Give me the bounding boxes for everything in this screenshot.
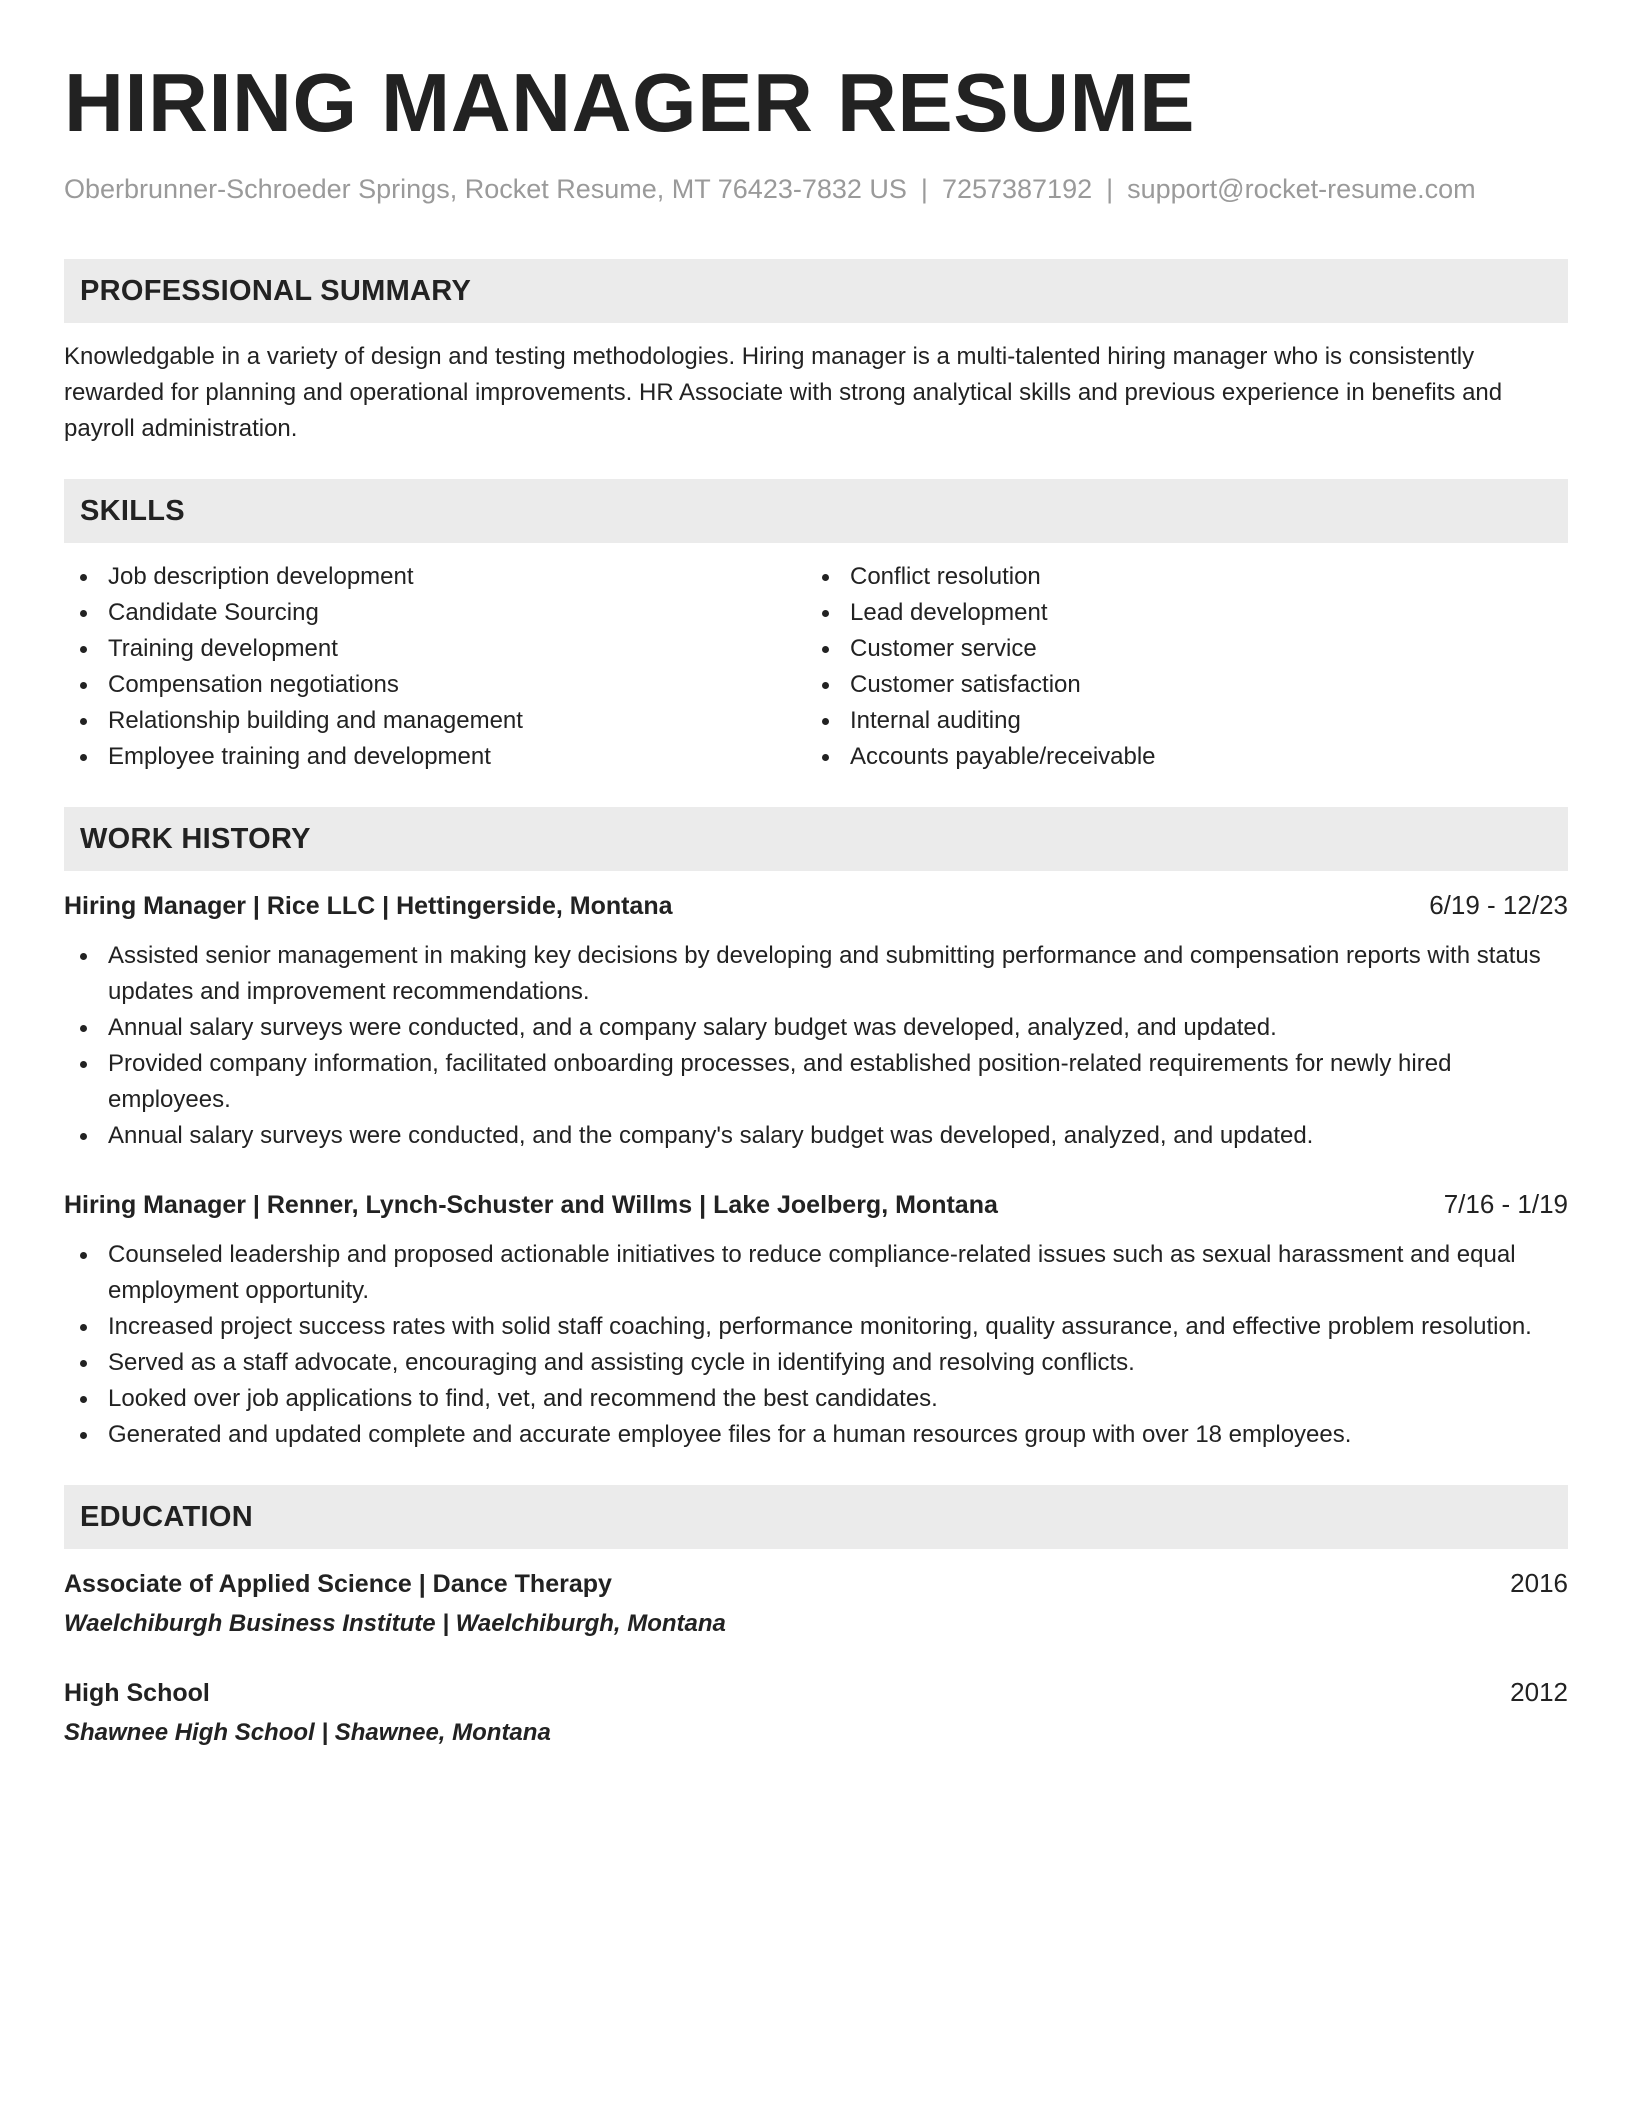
- job-title-row: [64, 1186, 1568, 1223]
- summary-text: Knowledgable in a variety of design and testing methodologies. Hiring manager is a multi-talented hiring manager who is consistently rewarded for planning and operational improvements. HR Associate with strong analytical skills and previous experience in benefits and payroll administration.: [64, 343, 1503, 442]
- skill-item: Customer satisfaction: [806, 667, 1566, 703]
- skill-item: Candidate Sourcing: [64, 595, 806, 631]
- skill-item: Compensation negotiations: [64, 667, 806, 703]
- graduation-year: 2012: [1510, 1677, 1568, 1707]
- section-header-summary: [64, 259, 1568, 323]
- job-bullet: Assisted senior management in making key decisions by developing and submitting performance and compensation reports with status updates and improvement recommendations.: [64, 938, 1568, 1010]
- job-dates: 6/19 - 12/23: [1429, 890, 1568, 920]
- education-entry: [64, 1565, 1568, 1642]
- school: Shawnee High School | Shawnee, Montana: [64, 1719, 551, 1746]
- separator: |: [1106, 174, 1114, 204]
- job-bullet: Provided company information, facilitated onboarding processes, and established position-related requirements for newly hired employees.: [64, 1046, 1568, 1118]
- job-dates: 7/16 - 1/19: [1443, 1189, 1568, 1219]
- job-bullet: Generated and updated complete and accurate employee files for a human resources group with over 18 employees.: [64, 1417, 1568, 1453]
- skill-item: Relationship building and management: [64, 703, 806, 739]
- job-entry: [64, 1186, 1568, 1453]
- contact-line: [64, 171, 1568, 207]
- skill-item: Lead development: [806, 595, 1566, 631]
- section-title: WORK HISTORY: [80, 822, 311, 855]
- section-header-education: [64, 1485, 1568, 1549]
- skills-column-left: [64, 559, 806, 775]
- job-title-row: [64, 887, 1568, 924]
- graduation-year: 2016: [1510, 1568, 1568, 1598]
- job-title: Hiring Manager | Rice LLC | Hettingerside, Montana: [64, 892, 673, 920]
- separator: |: [920, 174, 928, 204]
- section-title: EDUCATION: [80, 1500, 253, 1533]
- section-header-work-history: [64, 807, 1568, 871]
- degree-row: [64, 1565, 1568, 1602]
- skills-list: [64, 559, 1568, 775]
- job-bullet: Served as a staff advocate, encouraging and assisting cycle in identifying and resolving conflicts.: [64, 1345, 1568, 1381]
- job-bullets: [64, 938, 1568, 1154]
- email: support@rocket-resume.com: [1127, 174, 1476, 204]
- school: Waelchiburgh Business Institute | Waelchiburgh, Montana: [64, 1610, 726, 1637]
- job-bullet: Looked over job applications to find, vet, and recommend the best candidates.: [64, 1381, 1568, 1417]
- job-entry: [64, 887, 1568, 1154]
- section-header-skills: [64, 479, 1568, 543]
- section-title: PROFESSIONAL SUMMARY: [80, 274, 472, 307]
- skills-column-right: [806, 559, 1566, 775]
- phone: 7257387192: [941, 174, 1093, 204]
- section-title: SKILLS: [80, 494, 185, 527]
- job-bullet: Counseled leadership and proposed actionable initiatives to reduce compliance-related issues such as sexual harassment and equal employment opportunity.: [64, 1237, 1568, 1309]
- skill-item: Internal auditing: [806, 703, 1566, 739]
- degree: High School: [64, 1679, 210, 1707]
- degree-row: [64, 1674, 1568, 1711]
- job-bullets: [64, 1237, 1568, 1453]
- job-bullet: Increased project success rates with solid staff coaching, performance monitoring, quality assurance, and effective problem resolution.: [64, 1309, 1568, 1345]
- degree: Associate of Applied Science | Dance Therapy: [64, 1570, 612, 1598]
- address: Oberbrunner-Schroeder Springs, Rocket Resume, MT 76423-7832 US: [64, 174, 907, 204]
- skill-item: Conflict resolution: [806, 559, 1566, 595]
- job-bullet: Annual salary surveys were conducted, and the company's salary budget was developed, analyzed, and updated.: [64, 1118, 1568, 1154]
- job-title: Hiring Manager | Renner, Lynch-Schuster and Willms | Lake Joelberg, Montana: [64, 1191, 998, 1219]
- job-bullet: Annual salary surveys were conducted, and a company salary budget was developed, analyzed, and updated.: [64, 1010, 1568, 1046]
- resume-title: HIRING MANAGER RESUME: [64, 56, 1196, 149]
- skill-item: Accounts payable/receivable: [806, 739, 1566, 775]
- skill-item: Customer service: [806, 631, 1566, 667]
- skill-item: Job description development: [64, 559, 806, 595]
- skill-item: Training development: [64, 631, 806, 667]
- education-entry: [64, 1674, 1568, 1751]
- skill-item: Employee training and development: [64, 739, 806, 775]
